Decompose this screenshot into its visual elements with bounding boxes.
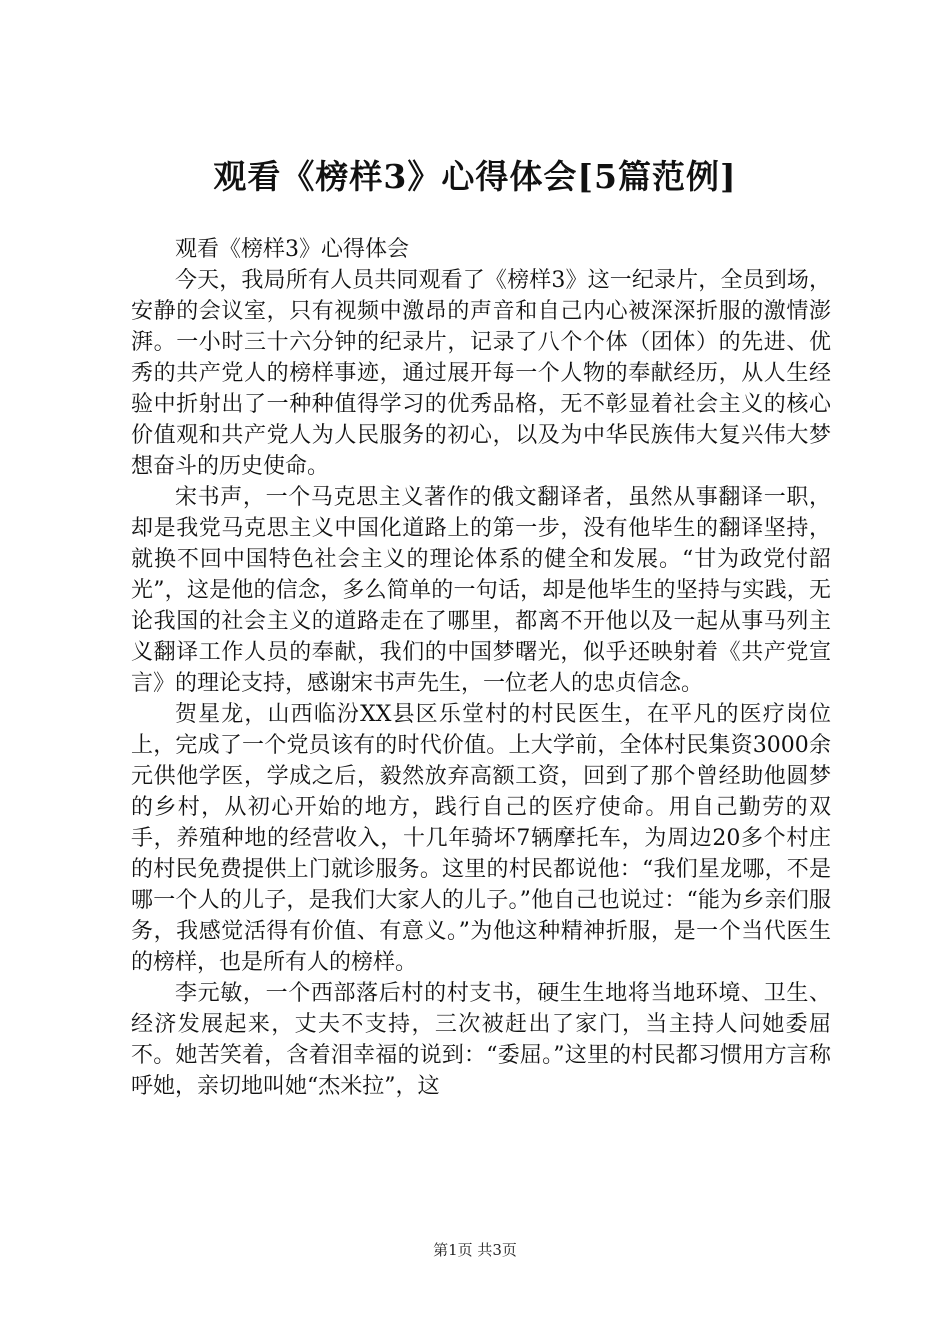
paragraph-song-shusheng: 宋书声，一个马克思主义著作的俄文翻译者，虽然从事翻译一职，却是我党马克思主义中国化道路上的第一步，没有他毕生的翻译坚持，就换不回中国特色社会主义的理论体系的健全和发展。“甘为政党付韶光”，这是他的信念，多么简单的一句话，却是他毕生的坚持与实践，无论我国的社会主义的道路走在了哪里，都离不开他以及一起从事马列主义翻译工作人员的奉献，我们的中国梦曙光，似乎还映射着《共产党宣言》的理论支持，感谢宋书声先生，一位老人的忠贞信念。 — [131, 485, 831, 696]
document-subtitle: 观看《榜样3》心得体会 — [175, 237, 409, 262]
paragraph-he-xinglong: 贺星龙，山西临汾XX县区乐堂村的村民医生，在平凡的医疗岗位上，完成了一个党员该有的时代价值。上大学前，全体村民集资3000余元供他学医，学成之后，毅然放弃高额工资，回到了那个曾经助他圆梦的乡村，从初心开始的地方，践行自己的医疗使命。用自己勤劳的双手，养殖种地的经营收入，十几年骑坏7辆摩托车，为周边20多个村庄的村民免费提供上门就诊服务。这里的村民都说他：“我们星龙哪，不是哪一个人的儿子，是我们大家人的儿子。”他自己也说过：“能为乡亲们服务，我感觉活得有价值、有意义。”为他这种精神折服，是一个当代医生的榜样，也是所有人的榜样。 — [131, 702, 831, 975]
document-title: 观看《榜样3》心得体会[5篇范例] — [213, 157, 737, 196]
paragraph-li-yuanmin: 李元敏，一个西部落后村的村支书，硬生生地将当地环境、卫生、经济发展起来，丈夫不支持，三次被赶出了家门，当主持人问她委屈不。她苦笑着，含着泪幸福的说到：“委屈。”这里的村民都习惯用方言称呼她，亲切地叫她“杰米拉”，这 — [131, 981, 831, 1099]
page-footer: 第1页 共3页 — [433, 1241, 517, 1259]
paragraph-intro: 今天，我局所有人员共同观看了《榜样3》这一纪录片，全员到场，安静的会议室，只有视频中激昂的声音和自己内心被深深折服的激情澎湃。一小时三十六分钟的纪录片，记录了八个个体（团体）的先进、优秀的共产党人的榜样事迹，通过展开每一个人物的奉献经历，从人生经验中折射出了一种种值得学习的优秀品格，无不彰显着社会主义的核心价值观和共产党人为人民服务的初心，以及为中华民族伟大复兴伟大梦想奋斗的历史使命。 — [131, 268, 831, 479]
document-body — [131, 234, 831, 1102]
